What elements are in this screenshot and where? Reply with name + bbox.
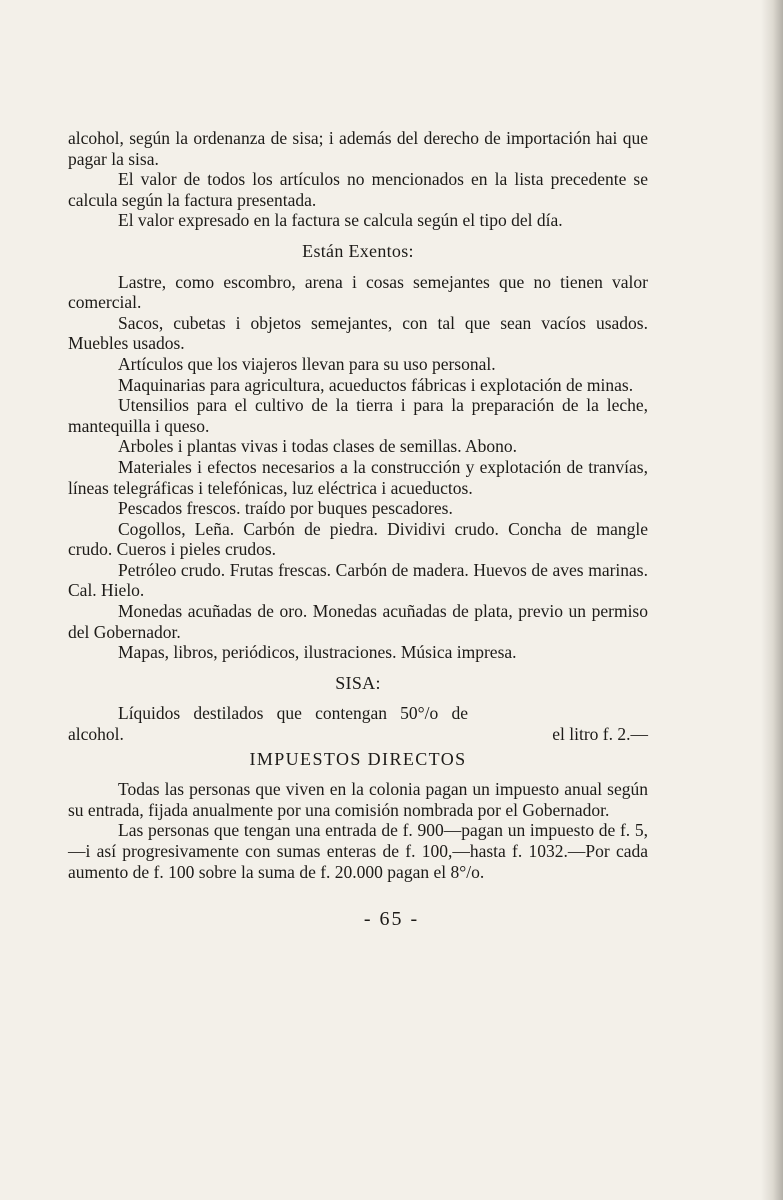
paragraph-impuestos-escala: Las personas que tengan una entrada de f. 900—pagan un impuesto de f. 5,—i así progresivamente con sumas enteras de f. 100,—hasta f. 1032.—Por cada aumento de f. 100 sobre la suma de f. 20.000 pagan el 8°/o. xyxy=(68,820,648,882)
exento-item: Materiales i efectos necesarios a la construcción y explotación de tranvías, líneas telegráficas i telefónicas, luz eléctrica i acueductos. xyxy=(68,456,648,498)
page-number: - 65 - xyxy=(363,908,420,930)
exento-item: Sacos, cubetas i objetos semejantes, con tal que sean vacíos usados. Muebles usados. xyxy=(68,312,648,354)
paragraph-continuation: alcohol, según la ordenanza de sisa; i además del derecho de importación hai que pagar la sisa. xyxy=(68,128,648,169)
exento-item: Petróleo crudo. Frutas frescas. Carbón de madera. Huevos de aves marinas. Cal. Hielo. xyxy=(68,559,648,601)
exento-item: Artículos que los viajeros llevan para su uso personal. xyxy=(118,353,496,374)
exento-item: Monedas acuñadas de oro. Monedas acuñadas de plata, previo un permiso del Gobernador. xyxy=(68,601,648,642)
page-edge-shadow xyxy=(761,0,783,1200)
section-heading-sisa: SISA: xyxy=(335,672,381,693)
section-heading-impuestos: IMPUESTOS DIRECTOS xyxy=(249,748,467,769)
section-heading-exentos: Están Exentos: xyxy=(302,240,414,261)
exento-item: Mapas, libros, periódicos, ilustraciones. Música impresa. xyxy=(118,642,517,663)
exento-item: Utensilios para el cultivo de la tierra i para la preparación de la leche, mantequilla i queso. xyxy=(68,395,648,436)
paragraph-valor-factura: El valor expresado en la factura se calcula según el tipo del día. xyxy=(118,210,563,231)
paragraph-impuestos-general: Todas las personas que viven en la colonia pagan un impuesto anual según su entrada, fijada anualmente por una comisión nombrada por el Gobernador. xyxy=(68,779,648,820)
exento-item: Lastre, como escombro, arena i cosas semejantes que no tienen valor comercial. xyxy=(68,271,648,313)
exento-item: Arboles i plantas vivas i todas clases de semillas. Abono. xyxy=(118,436,518,457)
sisa-price: el litro f. 2.— xyxy=(552,724,648,745)
exento-item: Cogollos, Leña. Carbón de piedra. Dividivi crudo. Concha de mangle crudo. Cueros i pieles crudos. xyxy=(68,518,648,560)
sisa-item: Líquidos destilados que contengan 50°/o de alcohol. xyxy=(68,703,468,745)
exento-item: Pescados frescos. traído por buques pescadores. xyxy=(118,498,453,519)
document-body xyxy=(68,128,648,882)
exento-item: Maquinarias para agricultura, acueductos fábricas i explotación de minas. xyxy=(118,374,634,395)
paragraph-valor-articulos: El valor de todos los artículos no mencionados en la lista precedente se calcula según la factura presentada. xyxy=(68,169,648,210)
sisa-row xyxy=(68,703,648,744)
